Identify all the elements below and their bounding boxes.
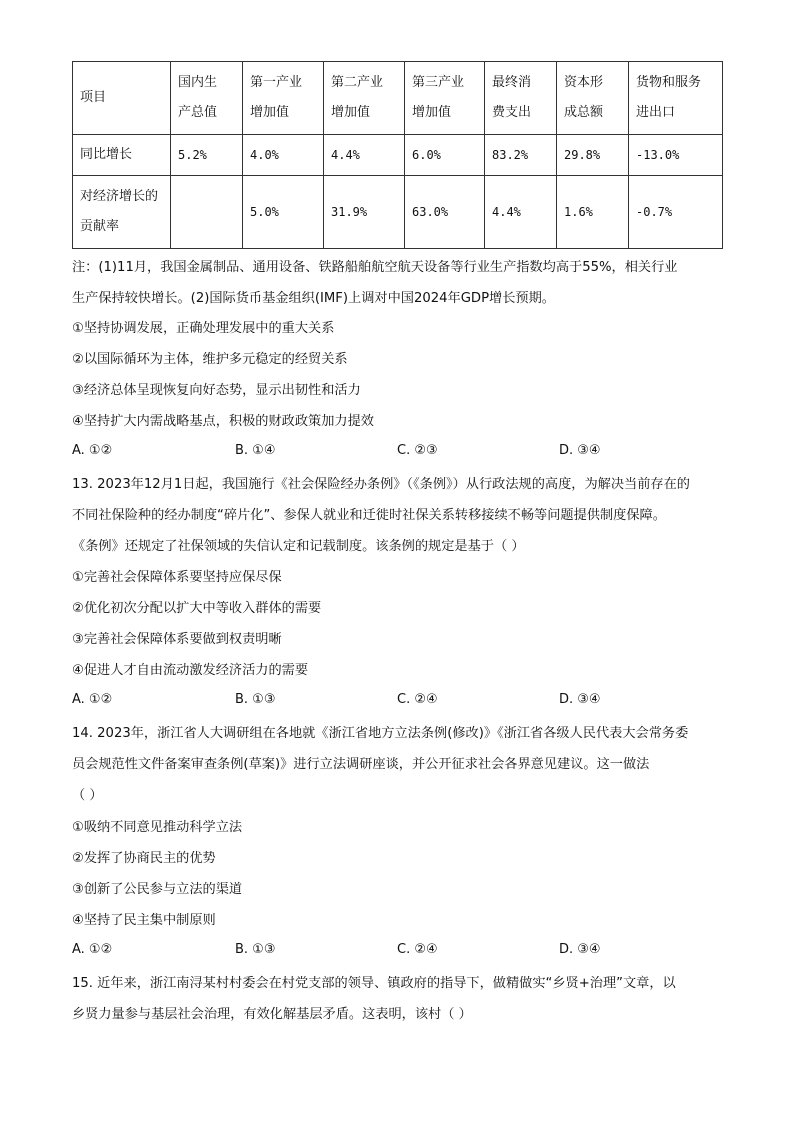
header-cell: 国内生 产总值: [171, 62, 243, 135]
q13-stem-line: 《条例》还规定了社保领域的失信认定和记载制度。该条例的规定是基于（ ）: [72, 539, 525, 554]
header-cell: 第一产业 增加值: [243, 62, 324, 135]
table-cell: 5.2%: [171, 135, 243, 176]
table-cell: -13.0%: [629, 135, 723, 176]
q14-statement: ④坚持了民主集中制原则: [72, 913, 216, 928]
q14-stem-line: 14. 2023年，浙江省人大调研组在各地就《浙江省地方立法条例(修改)》《浙江省各级人民代表大会常务委: [72, 726, 689, 741]
q14-options: [72, 942, 732, 962]
q13-statement: ④促进人才自由流动激发经济活力的需要: [72, 663, 309, 678]
option-a[interactable]: A. ①②: [72, 692, 113, 707]
economic-data-table: [72, 61, 723, 249]
table-cell: 63.0%: [405, 176, 485, 249]
table-cell: -0.7%: [629, 176, 723, 249]
q14-stem-line: 员会规范性文件备案审查条例(草案)》进行立法调研座谈，并公开征求社会各界意见建议。这一做法: [72, 757, 650, 772]
q14-stem-line: （ ）: [72, 788, 103, 803]
header-cell: 资本形 成总额: [557, 62, 629, 135]
header-cell: 第二产业 增加值: [324, 62, 405, 135]
option-a[interactable]: A. ①②: [72, 443, 113, 458]
q13-stem-line: 13. 2023年12月1日起，我国施行《社会保险经办条例》（《条例》）从行政法规的高度，为解决当前存在的: [72, 477, 690, 492]
header-cell: 最终消 费支出: [485, 62, 557, 135]
option-a[interactable]: A. ①②: [72, 942, 113, 957]
table-cell: 31.9%: [324, 176, 405, 249]
table-header-row: [73, 62, 723, 135]
q14-statement: ①吸纳不同意见推动科学立法: [72, 820, 243, 835]
row-label: 同比增长: [73, 135, 171, 176]
table-cell: 1.6%: [557, 176, 629, 249]
table-note-line: 注：(1)11月，我国金属制品、通用设备、铁路船舶航空航天设备等行业生产指数均高于55%，相关行业: [72, 260, 678, 275]
table-row: [73, 135, 723, 176]
header-cell: 货物和服务 进出口: [629, 62, 723, 135]
q12-statement: ③经济总体呈现恢复向好态势，显示出韧性和活力: [72, 383, 361, 398]
option-d[interactable]: D. ③④: [559, 942, 601, 957]
q12-statement: ②以国际循环为主体，维护多元稳定的经贸关系: [72, 352, 348, 367]
option-c[interactable]: C. ②④: [397, 942, 438, 957]
table-cell: 4.0%: [243, 135, 324, 176]
q13-statement: ①完善社会保障体系要坚持应保尽保: [72, 570, 282, 585]
option-d[interactable]: D. ③④: [559, 692, 601, 707]
q13-statement: ②优化初次分配以扩大中等收入群体的需要: [72, 601, 322, 616]
option-b[interactable]: B. ①③: [235, 692, 276, 707]
table-cell: 6.0%: [405, 135, 485, 176]
option-b[interactable]: B. ①④: [235, 443, 276, 458]
option-b[interactable]: B. ①③: [235, 942, 276, 957]
q13-options: [72, 692, 732, 712]
table-cell: 5.0%: [243, 176, 324, 249]
q12-statement: ①坚持协调发展，正确处理发展中的重大关系: [72, 321, 335, 336]
row-label: 对经济增长的 贡献率: [73, 176, 171, 249]
option-c[interactable]: C. ②④: [397, 692, 438, 707]
table-note-line: 生产保持较快增长。(2)国际货币基金组织(IMF)上调对中国2024年GDP增长预期。: [72, 291, 555, 306]
table-cell: 83.2%: [485, 135, 557, 176]
q13-statement: ③完善社会保障体系要做到权责明晰: [72, 632, 282, 647]
q15-stem-line: 15. 近年来，浙江南浔某村村委会在村党支部的领导、镇政府的指导下，做精做实“乡贤+治理”文章，以: [72, 976, 676, 991]
table-cell: [171, 176, 243, 249]
option-d[interactable]: D. ③④: [559, 443, 601, 458]
header-cell: 第三产业 增加值: [405, 62, 485, 135]
table-cell: 4.4%: [324, 135, 405, 176]
header-cell: 项目: [73, 62, 171, 135]
q14-statement: ②发挥了协商民主的优势: [72, 851, 216, 866]
q13-stem-line: 不同社保险种的经办制度“碎片化”、参保人就业和迁徙时社保关系转移接续不畅等问题提供制度保障。: [72, 508, 666, 523]
table-row: [73, 176, 723, 249]
q15-stem-line: 乡贤力量参与基层社会治理，有效化解基层矛盾。这表明，该村（ ）: [72, 1007, 472, 1022]
table-cell: 4.4%: [485, 176, 557, 249]
q12-options: [72, 443, 732, 463]
q12-statement: ④坚持扩大内需战略基点，积极的财政政策加力提效: [72, 414, 374, 429]
option-c[interactable]: C. ②③: [397, 443, 438, 458]
q14-statement: ③创新了公民参与立法的渠道: [72, 882, 243, 897]
table-cell: 29.8%: [557, 135, 629, 176]
